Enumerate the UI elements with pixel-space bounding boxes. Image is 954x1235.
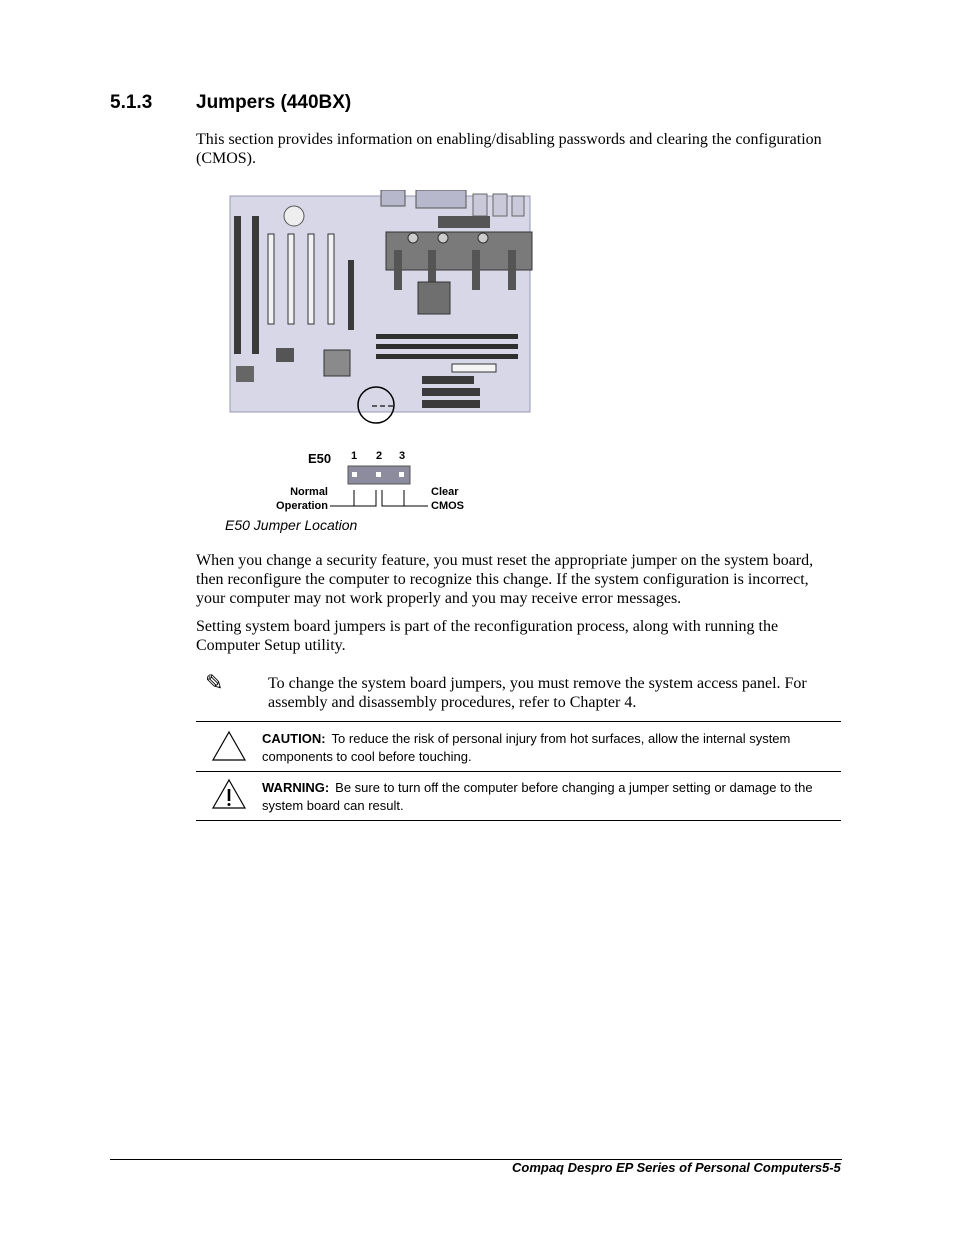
warning-bottom-rule [196, 820, 841, 821]
caution-top-rule [196, 721, 841, 722]
warning-text: Be sure to turn off the computer before changing a jumper setting or damage to the system board can result. [262, 780, 813, 813]
figure-caption: E50 Jumper Location [225, 517, 358, 533]
jumper-id-label: E50 [308, 451, 332, 466]
warning-label: WARNING: [262, 780, 330, 795]
section-title: Jumpers (440BX) [196, 92, 352, 113]
section-number: 5.1.3 [110, 92, 153, 113]
intro-paragraph: This section provides information on enabling/disabling passwords and clearing the configuration (CMOS). [196, 131, 822, 167]
caution-label: CAUTION: [262, 731, 326, 746]
warning-triangle-icon [210, 777, 248, 811]
warning-box [262, 779, 832, 815]
footer-title: Compaq Despro EP Series of Personal Computers [512, 1160, 823, 1175]
warning-top-rule [196, 771, 841, 772]
system-board-figure [228, 190, 536, 514]
body-paragraph-2: Setting system board jumpers is part of the reconfiguration process, along with running the Computer Setup utility. [196, 618, 779, 654]
page-number: 5-5 [822, 1160, 841, 1175]
pin-label-3: 3 [398, 450, 406, 462]
caution-triangle-icon [210, 729, 248, 763]
clear-label-line2: CMOS [431, 500, 464, 512]
pencil-icon: ✎ [205, 670, 224, 695]
note-text: To change the system board jumpers, you must remove the system access panel. For assembly and disassembly procedures, refer to Chapter 4. [268, 675, 807, 711]
caution-text: To reduce the risk of personal injury from hot surfaces, allow the internal system components to cool before touching. [262, 731, 791, 764]
body-paragraph-1: When you change a security feature, you must reset the appropriate jumper on the system board, then reconfigure the computer to recognize this change. If the system configuration is incorrect, your computer may not work properly and you may receive error messages. [196, 552, 814, 607]
pin-label-2: 2 [375, 450, 383, 462]
clear-label-line1: Clear [431, 486, 459, 498]
pin-label-1: 1 [350, 450, 358, 462]
caution-box [262, 730, 832, 766]
normal-label-line2: Operation [276, 500, 328, 512]
normal-label-line1: Normal [290, 486, 328, 498]
